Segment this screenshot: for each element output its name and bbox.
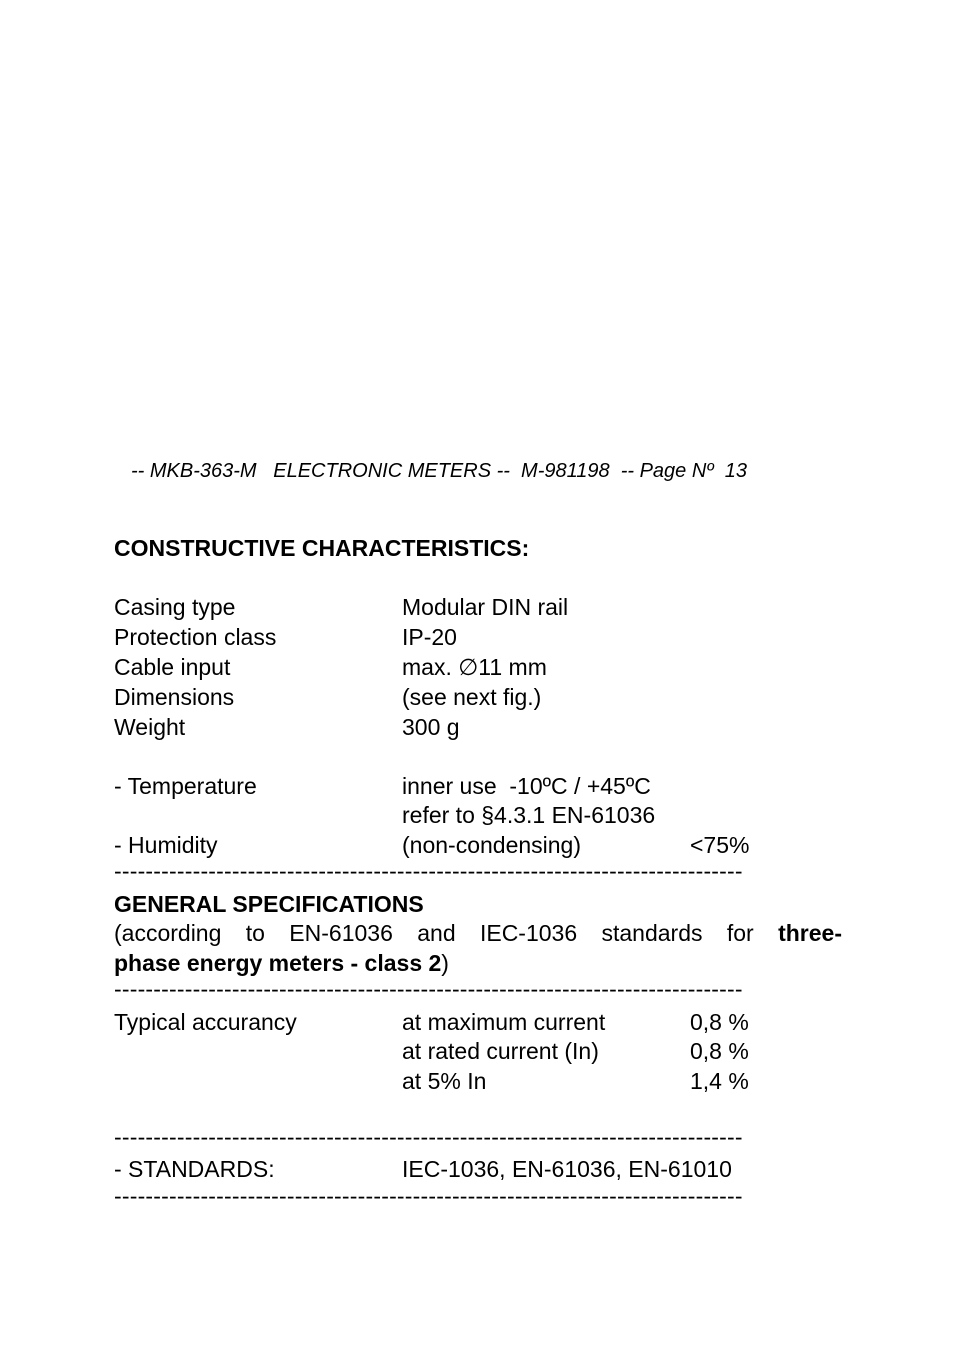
accuracy-value: 0,8 %: [690, 1009, 749, 1035]
desc-word: (according: [114, 920, 222, 946]
general-description-line1: [114, 922, 842, 945]
protection-class-label: Protection class: [114, 624, 277, 650]
page-header: -- MKB-363-M ELECTRONIC METERS -- M-981198 -- Page Nº 13: [131, 460, 747, 482]
accuracy-label: Typical accurancy: [114, 1009, 297, 1035]
separator-line: --------------------------------------------------------------------------------: [114, 978, 743, 1001]
desc-word: for: [726, 920, 754, 946]
separator-line: --------------------------------------------------------------------------------: [114, 1126, 743, 1149]
humidity-label: - Humidity: [114, 832, 218, 858]
desc-word: to: [245, 920, 265, 946]
desc-word: standards: [601, 920, 703, 946]
humidity-value: (non-condensing): [402, 832, 582, 858]
weight-label: Weight: [114, 714, 186, 740]
separator-line: --------------------------------------------------------------------------------: [114, 1185, 743, 1208]
separator-line: --------------------------------------------------------------------------------: [114, 860, 743, 883]
temperature-reference: refer to §4.3.1 EN-61036: [402, 802, 656, 828]
desc-word-bold: three-: [778, 920, 842, 946]
casing-type-value: Modular DIN rail: [402, 594, 569, 620]
temperature-label: - Temperature: [114, 773, 257, 799]
accuracy-value: 0,8 %: [690, 1038, 749, 1064]
desc-word: EN-61036: [289, 920, 393, 946]
standards-label: - STANDARDS:: [114, 1156, 275, 1182]
desc-close-paren: ): [441, 950, 449, 976]
humidity-limit: <75%: [690, 832, 750, 858]
accuracy-condition: at rated current (In): [402, 1038, 599, 1064]
general-description-line2: [114, 952, 449, 975]
dimensions-value: (see next fig.): [402, 684, 542, 710]
accuracy-condition: at maximum current: [402, 1009, 606, 1035]
standards-value: IEC-1036, EN-61036, EN-61010: [402, 1156, 732, 1182]
cable-input-label: Cable input: [114, 654, 231, 680]
dimensions-label: Dimensions: [114, 684, 235, 710]
desc-bold-text: phase energy meters - class 2: [114, 950, 442, 976]
accuracy-value: 1,4 %: [690, 1068, 749, 1094]
casing-type-label: Casing type: [114, 594, 236, 620]
desc-word: IEC-1036: [479, 920, 578, 946]
cable-input-value: max. ∅11 mm: [402, 654, 547, 680]
temperature-value: inner use -10ºC / +45ºC: [402, 773, 651, 799]
accuracy-condition: at 5% In: [402, 1068, 487, 1094]
general-title: GENERAL SPECIFICATIONS: [114, 891, 424, 917]
protection-class-value: IP-20: [402, 624, 457, 650]
desc-word: and: [417, 920, 456, 946]
weight-value: 300 g: [402, 714, 460, 740]
constructive-title: CONSTRUCTIVE CHARACTERISTICS:: [114, 535, 530, 561]
